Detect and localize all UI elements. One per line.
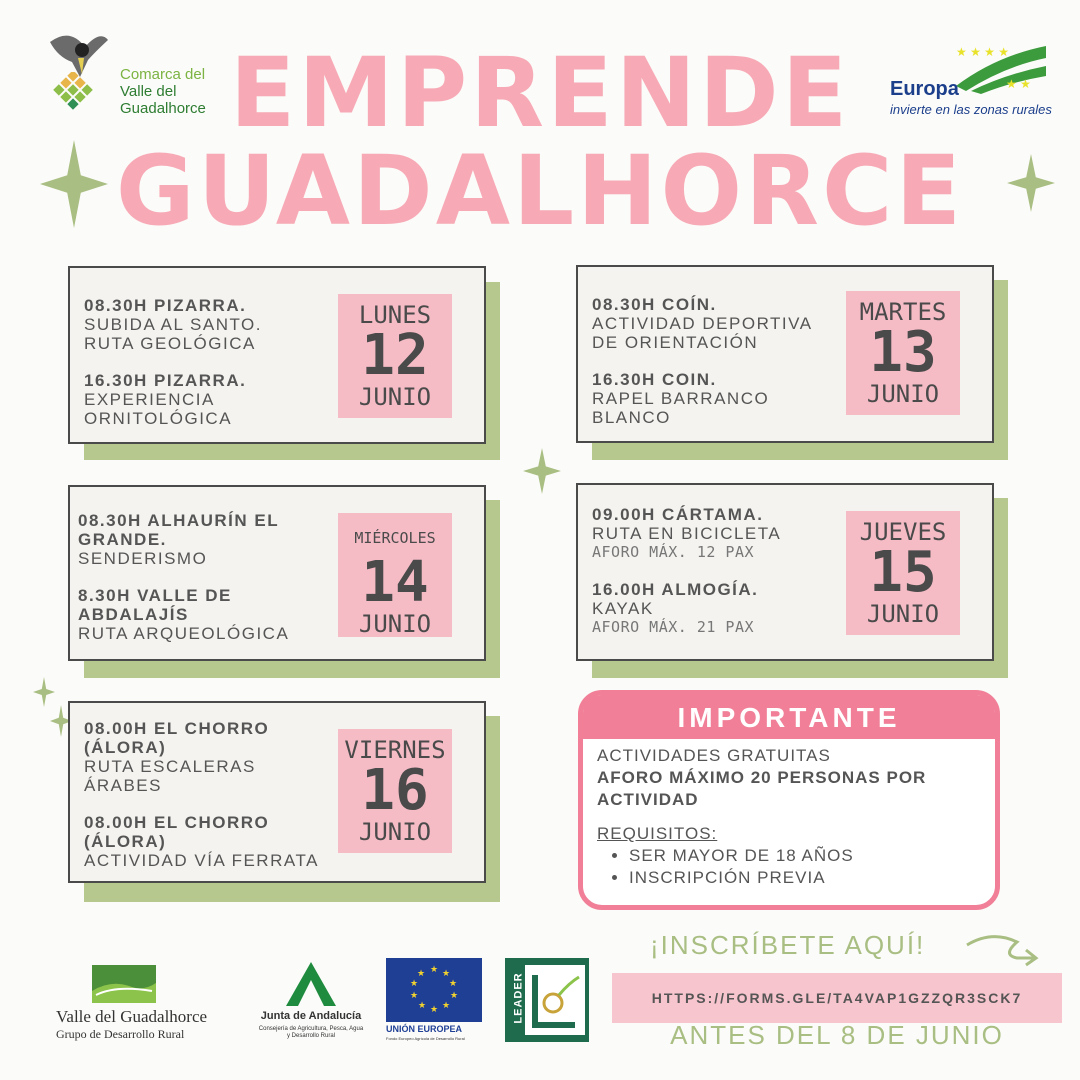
schedule-card-friday bbox=[68, 701, 486, 883]
date-month: JUNIO bbox=[358, 383, 432, 411]
svg-text:★: ★ bbox=[450, 990, 459, 1000]
comarca-text-3: Guadalhorce bbox=[120, 100, 206, 117]
svg-text:★: ★ bbox=[430, 1004, 439, 1014]
svg-text:★: ★ bbox=[417, 968, 426, 978]
comarca-text-1: Comarca del bbox=[120, 66, 206, 83]
leader-logo bbox=[505, 958, 589, 1042]
activity-heading: 08.00H EL CHORRO (ÁLORA) bbox=[84, 813, 270, 851]
page-title-line1: EMPRENDE bbox=[229, 37, 851, 149]
signup-label: ¡INSCRÍBETE AQUÍ! bbox=[650, 930, 926, 960]
comarca-text-2: Valle del bbox=[120, 83, 177, 100]
junta-text: Junta de Andalucía bbox=[260, 1010, 362, 1022]
junta-a-icon bbox=[286, 962, 336, 1006]
activity-line: RAPEL BARRANCO bbox=[592, 389, 770, 408]
junta-andalucia-logo bbox=[258, 962, 364, 1046]
date-badge bbox=[338, 294, 452, 418]
requirements-list bbox=[597, 845, 957, 889]
activity-line: ÁRABES bbox=[84, 776, 162, 795]
schedule-card-wednesday bbox=[68, 485, 486, 661]
date-number: 16 bbox=[361, 758, 429, 823]
date-day: JUEVES bbox=[859, 518, 947, 546]
date-day: MIÉRCOLES bbox=[354, 529, 436, 547]
date-month: JUNIO bbox=[866, 600, 940, 628]
date-number: 15 bbox=[869, 540, 937, 605]
europa-text: Europa bbox=[890, 78, 959, 100]
date-day: VIERNES bbox=[344, 736, 446, 764]
europa-subtext: invierte en las zonas rurales bbox=[890, 102, 1052, 117]
capacity-text: AFORO MÁXIMO 20 PERSONAS POR ACTIVIDAD bbox=[597, 768, 927, 809]
schedule-card-tuesday bbox=[576, 265, 994, 443]
date-badge bbox=[338, 729, 452, 853]
activity-line: RUTA ESCALERAS bbox=[84, 757, 256, 776]
valle-guadalhorce-logo bbox=[52, 965, 252, 1045]
date-month: JUNIO bbox=[358, 818, 432, 846]
activity-heading: 16.30H PIZARRA. bbox=[84, 371, 247, 390]
svg-text:★ ★ ★ ★: ★ ★ ★ ★ bbox=[956, 45, 1010, 59]
valle-subtext: Grupo de Desarrollo Rural bbox=[56, 1027, 185, 1041]
signup-url-link[interactable]: HTTPS://FORMS.GLE/TA4VAP1GZZQR3SCK7 bbox=[612, 973, 1062, 1023]
date-number: 12 bbox=[361, 323, 429, 388]
activity-line: ORNITOLÓGICA bbox=[84, 409, 233, 428]
eu-text: UNIÓN EUROPEA bbox=[386, 1024, 463, 1034]
junta-subtext: Consejería de Agricultura, Pesca, Agua y Desarrollo Rural bbox=[258, 1026, 364, 1039]
activity-heading: 16.30H COIN. bbox=[592, 370, 717, 389]
capacity-note: AFORO MÁX. 21 PAX bbox=[592, 618, 755, 636]
eu-flag-icon bbox=[386, 958, 482, 1022]
list-item: • SER MAYOR DE 18 AÑOS bbox=[629, 845, 957, 867]
page-title-line2: GUADALHORCE bbox=[115, 135, 965, 247]
date-badge bbox=[338, 513, 452, 637]
svg-text:★: ★ bbox=[430, 964, 439, 974]
activity-line: SENDERISMO bbox=[78, 549, 208, 568]
leader-text: LEADER bbox=[512, 972, 525, 1024]
activity-heading: 08.30H COÍN. bbox=[592, 295, 717, 314]
capacity-note: AFORO MÁX. 12 PAX bbox=[592, 543, 755, 561]
date-month: JUNIO bbox=[358, 610, 432, 638]
schedule-card-monday bbox=[68, 266, 486, 444]
activity-heading: 8.30H VALLE DE ABDALAJÍS bbox=[78, 586, 232, 624]
eu-logo bbox=[386, 958, 486, 1046]
valle-text: Valle del Guadalhorce bbox=[56, 1007, 208, 1026]
svg-text:★: ★ bbox=[442, 968, 451, 978]
activity-line: DE ORIENTACIÓN bbox=[592, 333, 759, 352]
sparkle-icon bbox=[523, 448, 561, 494]
activity-line: RUTA GEOLÓGICA bbox=[84, 334, 256, 353]
date-day: MARTES bbox=[859, 298, 947, 326]
free-activities-text: ACTIVIDADES GRATUITAS bbox=[597, 746, 831, 765]
activity-heading: 08.00H EL CHORRO (ÁLORA) bbox=[84, 719, 270, 757]
activity-heading: 08.30H ALHAURÍN EL GRANDE. bbox=[78, 511, 279, 549]
svg-text:★: ★ bbox=[449, 978, 458, 988]
svg-text:★: ★ bbox=[410, 978, 419, 988]
date-badge bbox=[846, 291, 960, 415]
eu-subtext: Fondo Europeo Agrícola de Desarrollo Rural bbox=[386, 1036, 465, 1041]
date-day: LUNES bbox=[358, 301, 432, 329]
activity-heading: 08.30H PIZARRA. bbox=[84, 296, 247, 315]
activity-line: RUTA ARQUEOLÓGICA bbox=[78, 624, 290, 643]
date-number: 14 bbox=[361, 550, 429, 615]
leader-emblem-icon bbox=[525, 965, 585, 1035]
curved-arrow-icon bbox=[962, 930, 1042, 970]
activity-line: SUBIDA AL SANTO. bbox=[84, 315, 263, 334]
svg-text:★: ★ bbox=[418, 1000, 427, 1010]
svg-text:★ ★: ★ ★ bbox=[1006, 77, 1031, 91]
date-badge bbox=[846, 511, 960, 635]
activity-heading: 16.00H ALMOGÍA. bbox=[592, 580, 759, 599]
list-item: • INSCRIPCIÓN PREVIA bbox=[629, 867, 957, 889]
important-box bbox=[578, 690, 1000, 910]
activity-line: EXPERIENCIA bbox=[84, 390, 215, 409]
requirements-label: REQUISITOS: bbox=[597, 824, 718, 843]
activity-line: ACTIVIDAD VÍA FERRATA bbox=[84, 851, 319, 870]
schedule-card-thursday bbox=[576, 483, 994, 661]
sparkle-icon bbox=[33, 677, 55, 707]
activity-heading: 09.00H CÁRTAMA. bbox=[592, 505, 764, 524]
activity-line: BLANCO bbox=[592, 408, 671, 427]
landscape-icon bbox=[92, 965, 156, 1003]
deadline-text: ANTES DEL 8 DE JUNIO bbox=[670, 1020, 1004, 1050]
important-title: IMPORTANTE bbox=[583, 695, 995, 739]
activity-line: ACTIVIDAD DEPORTIVA bbox=[592, 314, 813, 333]
date-number: 13 bbox=[869, 320, 937, 385]
europa-logo bbox=[886, 36, 1066, 126]
svg-text:★: ★ bbox=[442, 1000, 451, 1010]
svg-text:★: ★ bbox=[410, 990, 419, 1000]
activity-line: KAYAK bbox=[592, 599, 654, 618]
activity-line: RUTA EN BICICLETA bbox=[592, 524, 782, 543]
date-month: JUNIO bbox=[866, 380, 940, 408]
